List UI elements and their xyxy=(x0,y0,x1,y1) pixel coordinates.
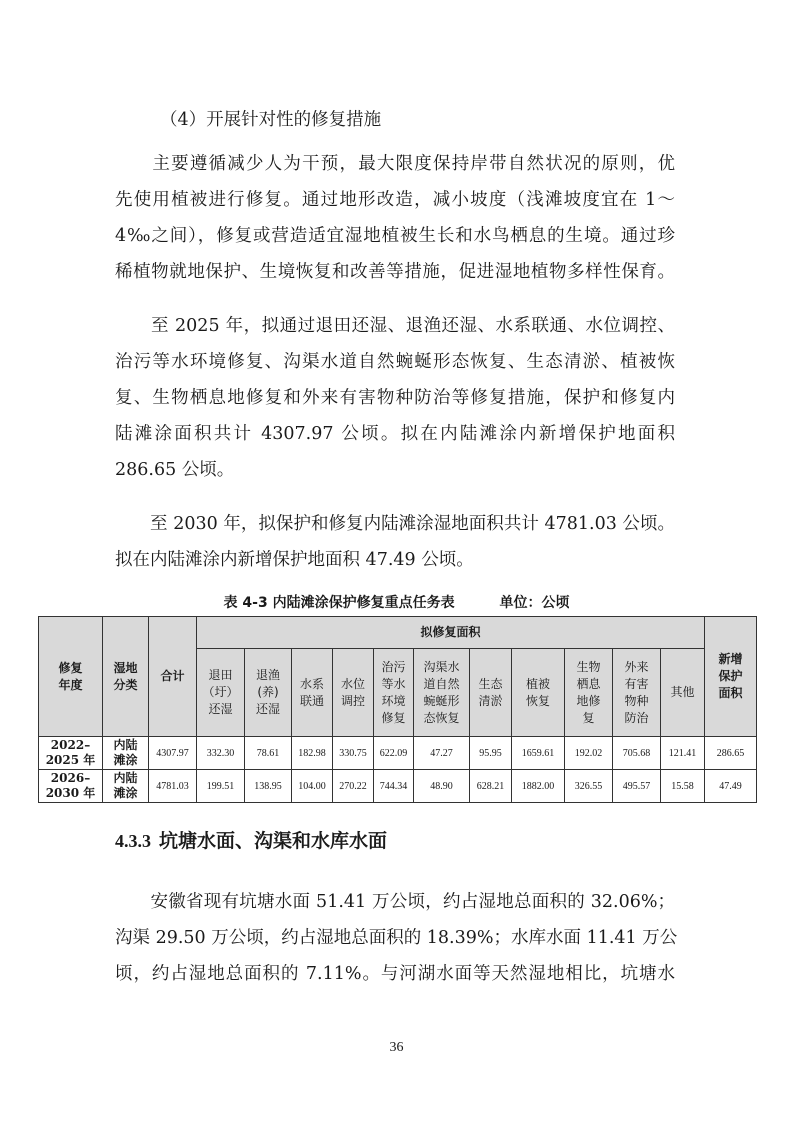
header-sub xyxy=(197,649,245,737)
cell-value: 121.41 xyxy=(661,737,705,770)
header-sub xyxy=(414,649,470,737)
cell-year xyxy=(39,770,103,803)
section-heading xyxy=(115,826,387,853)
cell-year-text: 2026– 2030 年 xyxy=(45,771,96,800)
restoration-task-table xyxy=(38,616,757,803)
paragraph-line: 治污等水环境修复、沟渠水道自然蜿蜒形态恢复、生态清淤、植被恢 xyxy=(115,352,675,372)
cell-value: 705.68 xyxy=(613,737,661,770)
header-new-area-text: 新增 保护 面积 xyxy=(718,652,743,700)
cell-new-area: 286.65 xyxy=(705,737,757,770)
cell-category xyxy=(103,770,149,803)
cell-value: 495.57 xyxy=(613,770,661,803)
cell-category-text: 内陆 滩涂 xyxy=(113,738,138,767)
paragraph-line: 沟渠 29.50 万公顷，约占湿地总面积的 18.39%；水库水面 11.41 万公 xyxy=(115,928,678,948)
table-title: 表 4-3 内陆滩涂保护修复重点任务表 xyxy=(223,595,455,611)
paragraph-line: 先使用植被进行修复。通过地形改造，减小坡度（浅滩坡度宜在 1～ xyxy=(115,190,675,210)
header-category xyxy=(103,617,149,737)
cell-value: 628.21 xyxy=(470,770,512,803)
paragraph-line: 稀植物就地保护、生境恢复和改善等措施，促进湿地植物多样性保育。 xyxy=(115,262,675,282)
cell-year-text: 2022– 2025 年 xyxy=(45,738,96,767)
paragraph-line: 至 2025 年，拟通过退田还湿、退渔还湿、水系联通、水位调控、 xyxy=(115,316,675,336)
header-year-text: 修复 年度 xyxy=(58,660,83,692)
cell-value: 270.22 xyxy=(333,770,374,803)
header-sub-text: 生态 清淤 xyxy=(478,676,503,708)
header-sub xyxy=(661,649,705,737)
header-sub-text: 水系 联通 xyxy=(299,676,324,708)
cell-value: 330.75 xyxy=(333,737,374,770)
header-sub xyxy=(470,649,512,737)
header-sub xyxy=(613,649,661,737)
section-title: 坑塘水面、沟渠和水库水面 xyxy=(159,830,388,852)
table-unit: 单位：公顷 xyxy=(499,595,570,611)
table-caption xyxy=(0,592,793,612)
header-sub-text: 退田 （圩） 还湿 xyxy=(202,668,239,716)
header-sub-text: 外来 有害 物种 防治 xyxy=(624,659,649,725)
paragraph-line: 主要遵循减少人为干预，最大限度保持岸带自然状况的原则，优 xyxy=(115,154,675,174)
cell-value: 1882.00 xyxy=(512,770,565,803)
cell-value: 182.98 xyxy=(292,737,333,770)
cell-value: 326.55 xyxy=(565,770,613,803)
cell-category xyxy=(103,737,149,770)
header-sub-text: 治污 等水 环境 修复 xyxy=(381,659,406,725)
paragraph-line: 复、生物栖息地修复和外来有害物种防治等修复措施，保护和修复内 xyxy=(115,388,675,408)
subheading-restoration-measures: （4）开展针对性的修复措施 xyxy=(160,110,382,130)
paragraph-line: 顷，约占湿地总面积的 7.11%。与河湖水面等天然湿地相比，坑塘水 xyxy=(115,964,675,984)
cell-total: 4781.03 xyxy=(149,770,197,803)
cell-value: 622.09 xyxy=(374,737,414,770)
cell-value: 104.00 xyxy=(292,770,333,803)
cell-value: 744.34 xyxy=(374,770,414,803)
header-total: 合计 xyxy=(149,617,197,737)
page-number: 36 xyxy=(389,1040,404,1055)
paragraph-2025-target xyxy=(115,308,675,488)
header-sub-text: 其他 xyxy=(670,685,695,699)
cell-new-area: 47.49 xyxy=(705,770,757,803)
cell-year xyxy=(39,737,103,770)
header-sub-text: 水位 调控 xyxy=(340,676,365,708)
paragraph-line: 安徽省现有坑塘水面 51.41 万公顷，约占湿地总面积的 32.06%； xyxy=(115,892,675,912)
header-sub xyxy=(333,649,374,737)
table-row xyxy=(39,770,757,803)
header-year xyxy=(39,617,103,737)
cell-value: 1659.61 xyxy=(512,737,565,770)
paragraph-line: 至 2030 年，拟保护和修复内陆滩涂湿地面积共计 4781.03 公顷。 xyxy=(115,514,675,534)
header-restore-group: 拟修复面积 xyxy=(197,617,705,649)
header-sub-text: 退渔 (养) 还湿 xyxy=(255,668,280,716)
cell-value: 138.95 xyxy=(245,770,292,803)
paragraph-line: 陆滩涂面积共计 4307.97 公顷。拟在内陆滩涂内新增保护地面积 xyxy=(115,424,675,444)
cell-value: 78.61 xyxy=(245,737,292,770)
cell-value: 199.51 xyxy=(197,770,245,803)
section-number: 4.3.3 xyxy=(115,831,151,851)
cell-value: 192.02 xyxy=(565,737,613,770)
cell-value: 15.58 xyxy=(661,770,705,803)
cell-value: 332.30 xyxy=(197,737,245,770)
table-row xyxy=(39,737,757,770)
cell-value: 48.90 xyxy=(414,770,470,803)
paragraph-principles xyxy=(115,146,675,290)
header-sub xyxy=(245,649,292,737)
header-sub xyxy=(512,649,565,737)
header-new-area xyxy=(705,617,757,737)
cell-category-text: 内陆 滩涂 xyxy=(113,771,138,800)
header-sub xyxy=(374,649,414,737)
header-sub xyxy=(292,649,333,737)
paragraph-line: 拟在内陆滩涂内新增保护地面积 47.49 公顷。 xyxy=(115,550,474,570)
paragraph-ponds-canals xyxy=(115,884,678,992)
paragraph-line: 4‰之间），修复或营造适宜湿地植被生长和水鸟栖息的生境。通过珍 xyxy=(115,226,675,246)
cell-value: 47.27 xyxy=(414,737,470,770)
paragraph-2030-target xyxy=(115,506,675,578)
cell-total: 4307.97 xyxy=(149,737,197,770)
cell-value: 95.95 xyxy=(470,737,512,770)
header-sub xyxy=(565,649,613,737)
header-sub-text: 植被 恢复 xyxy=(525,676,550,708)
header-sub-text: 沟渠水 道自然 蜿蜒形 态恢复 xyxy=(423,659,460,725)
header-category-text: 湿地 分类 xyxy=(113,660,138,692)
paragraph-line: 286.65 公顷。 xyxy=(115,460,235,480)
header-sub-text: 生物 栖息 地修 复 xyxy=(576,659,601,725)
